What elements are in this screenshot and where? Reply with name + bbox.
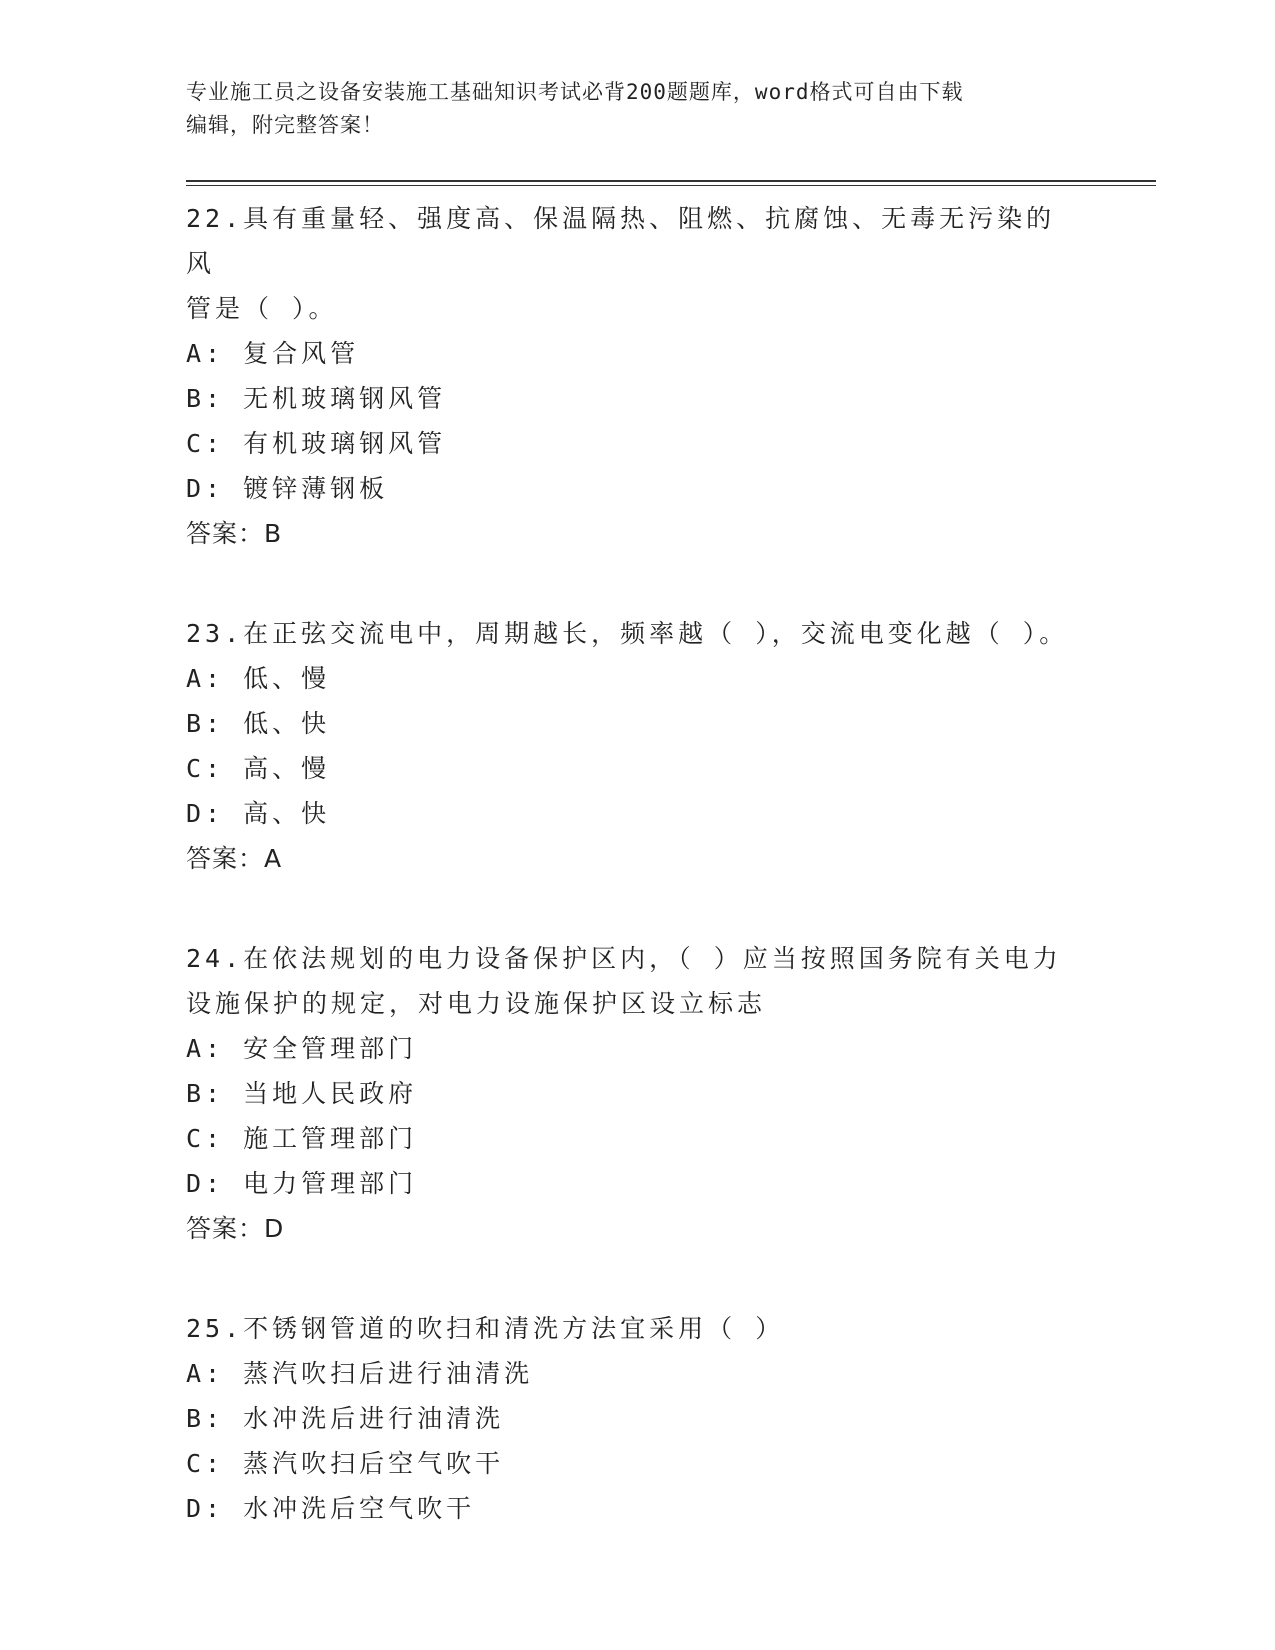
- answer-line: 答案：D: [186, 1214, 285, 1243]
- option-d: D: 水冲洗后空气吹干: [186, 1494, 476, 1523]
- answer-line: 答案：A: [186, 844, 283, 873]
- option-c: C: 蒸汽吹扫后空气吹干: [186, 1449, 505, 1478]
- question-text-line-2: 设施保护的规定，对电力设施保护区设立标志: [186, 989, 767, 1018]
- document-header: [186, 76, 1066, 142]
- option-b: B: 无机玻璃钢风管: [186, 384, 447, 413]
- question-text-line-1: 22.具有重量轻、强度高、保温隔热、阻燃、抗腐蚀、无毒无污染的风: [186, 204, 1056, 278]
- option-d: D: 电力管理部门: [186, 1169, 418, 1198]
- option-a: A: 低、慢: [186, 664, 331, 693]
- option-b: B: 低、快: [186, 709, 331, 738]
- question-text-line-1: 23.在正弦交流电中，周期越长，频率越（ ），交流电变化越（ ）。: [186, 619, 1069, 648]
- question-text-line-1: 24.在依法规划的电力设备保护区内，（ ）应当按照国务院有关电力: [186, 944, 1062, 973]
- option-c: C: 施工管理部门: [186, 1124, 418, 1153]
- option-d: D: 镀锌薄钢板: [186, 474, 389, 503]
- question-text: [186, 936, 1076, 1026]
- question-23: [186, 611, 1156, 881]
- option-a: A: 安全管理部门: [186, 1034, 418, 1063]
- option-c: C: 有机玻璃钢风管: [186, 429, 447, 458]
- option-a: A: 蒸汽吹扫后进行油清洗: [186, 1359, 534, 1388]
- option-a: A: 复合风管: [186, 339, 360, 368]
- header-line-2: 编辑，附完整答案！: [186, 113, 384, 137]
- answer-line: 答案：B: [186, 519, 283, 548]
- document-page: [186, 76, 1156, 1531]
- question-22: [186, 196, 1156, 556]
- question-text: [186, 1306, 1076, 1351]
- header-line-1: 专业施工员之设备安装施工基础知识考试必背200题题库，word格式可自由下载: [186, 80, 964, 104]
- option-c: C: 高、慢: [186, 754, 331, 783]
- question-24: [186, 936, 1156, 1251]
- question-25: [186, 1306, 1156, 1531]
- question-text: [186, 611, 1076, 656]
- header-divider: [186, 180, 1156, 186]
- option-d: D: 高、快: [186, 799, 331, 828]
- question-text: [186, 196, 1076, 331]
- question-text-line-1: 25.不锈钢管道的吹扫和清洗方法宜采用（ ）: [186, 1314, 785, 1343]
- question-text-line-2: 管是（ ）。: [186, 294, 338, 323]
- option-b: B: 水冲洗后进行油清洗: [186, 1404, 505, 1433]
- option-b: B: 当地人民政府: [186, 1079, 418, 1108]
